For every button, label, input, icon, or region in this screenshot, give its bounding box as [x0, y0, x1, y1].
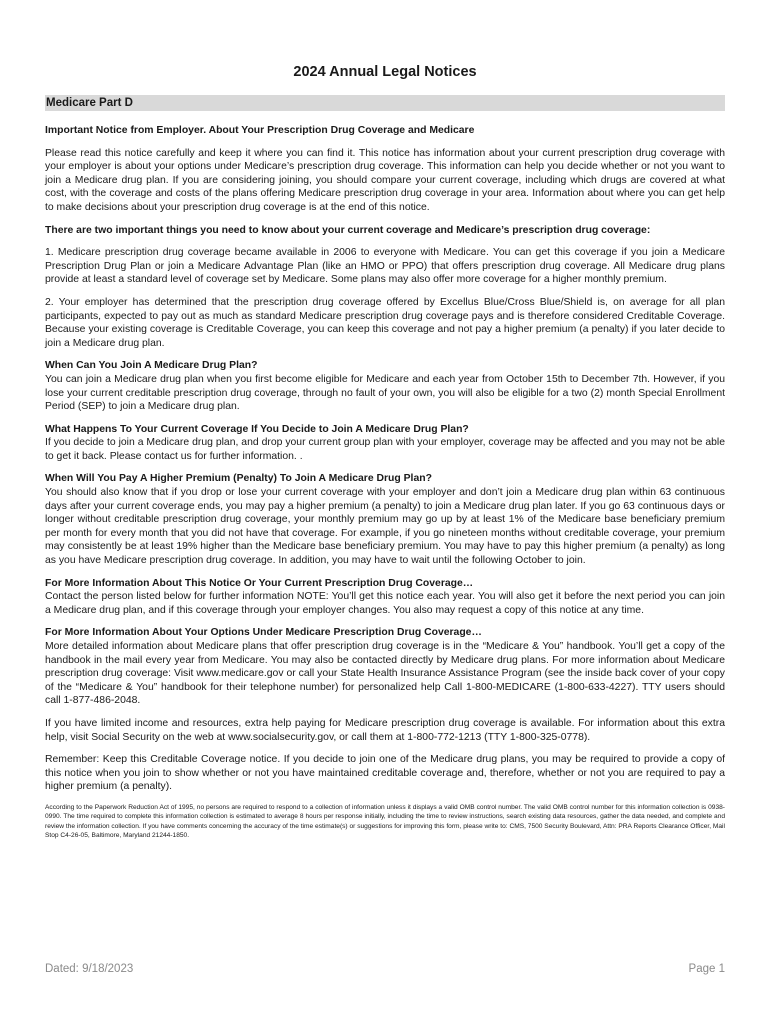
more-info-notice-text: Contact the person listed below for further information NOTE: You’ll get this notice each year. You will also get it before the next period you can join a Medicare drug plan, and if this coverage through your employer changes. You also may request a copy of this notice at any time. [45, 591, 725, 616]
what-happens-section [45, 423, 725, 464]
when-join-section [45, 359, 725, 413]
penalty-heading: When Will You Pay A Higher Premium (Penalty) To Join A Medicare Drug Plan? [45, 473, 432, 485]
more-info-notice-section [45, 577, 725, 618]
page-title: 2024 Annual Legal Notices [293, 64, 477, 80]
what-happens-text: If you decide to join a Medicare drug plan, and drop your current group plan with your employer, coverage may be affected and you may not be able to get it back. Please contact us for further information. . [45, 437, 725, 462]
section-header-medicare-part-d: Medicare Part D [45, 95, 725, 111]
more-info-options-text: More detailed information about Medicare plans that offer prescription drug coverage is in the “Medicare & You” handbook. You’ll get a copy of the handbook in the mail every year from Medicare. You may also be contacted directly by Medicare drug plans. For more information about Medicare prescription drug coverage: Visit www.medicare.gov or call your State Health Insurance Assistance Program (see the inside back cover of your copy of the “Medicare & You” handbook for their telephone number) for personalized help Call 1-800-MEDICARE (1-800-633-4227). TTY users should call 1-877-486-2048. [45, 641, 725, 707]
document-body [45, 124, 725, 850]
when-join-heading: When Can You Join A Medicare Drug Plan? [45, 360, 258, 372]
important-notice-heading: Important Notice from Employer. About Your Prescription Drug Coverage and Medicare [45, 125, 475, 136]
more-info-options-section [45, 626, 725, 708]
point-1-paragraph: 1. Medicare prescription drug coverage became available in 2006 to everyone with Medicare. You can get this coverage if you join a Medicare Prescription Drug Plan or join a Medicare Advantage Plan (like an HMO or PPO) that offers prescription drug coverage. All Medicare drug plans provide at least a standard level of coverage set by Medicare. Some plans may also offer more coverage for a higher monthly premium. [45, 247, 725, 286]
penalty-section [45, 472, 725, 567]
more-info-notice-heading: For More Information About This Notice Or Your Current Prescription Drug Coverage… [45, 577, 474, 589]
two-things-heading: There are two important things you need to know about your current coverage and Medicare’s prescription drug coverage: [45, 224, 651, 236]
remember-paragraph: Remember: Keep this Creditable Coverage notice. If you decide to join one of the Medicare drug plans, you may be required to provide a copy of this notice when you join to show whether or not you have maintained creditable coverage and, therefore, whether or not you are required to pay a higher premium (a penalty). [45, 754, 725, 793]
dated-label: Dated: 9/18/2023 [45, 963, 134, 975]
when-join-text: You can join a Medicare drug plan when you first become eligible for Medicare and each year from October 15th to December 7th. However, if you lose your current creditable prescription drug coverage, through no fault of your own, you will also be eligible for a two (2) month Special Enrollment Period (SEP) to join a Medicare drug plan. [45, 373, 725, 413]
extra-help-paragraph: If you have limited income and resources, extra help paying for Medicare prescription drug coverage is available. For information about this extra help, visit Social Security on the web at www.socialsecurity.gov, or call them at 1-800-772-1213 (TTY 1-800-325-0778). [45, 717, 725, 743]
paperwork-reduction-notice: According to the Paperwork Reduction Act of 1995, no persons are required to respond to a collection of information unless it displays a valid OMB control number. The valid OMB control number for this information collection is 0938-0990. The time required to complete this information collection is estimated to average 8 hours per response initially, including the time to review instructions, search existing data resources, gather the data needed, and complete and review the information collection. If you have comments concerning the accuracy of the time estimate(s) or suggestions for improving this form, please write to: CMS, 7500 Security Boulevard, Attn: PRA Reports Clearance Officer, Mail Stop C4-26-05, Baltimore, Maryland 21244-1850. [45, 803, 725, 840]
what-happens-heading: What Happens To Your Current Coverage If You Decide to Join A Medicare Drug Plan? [45, 423, 469, 435]
intro-paragraph: Please read this notice carefully and keep it where you can find it. This notice has information about your current prescription drug coverage with your employer is about your options under Medicare’s prescription drug coverage. This information can help you decide whether or not you want to join a Medicare drug plan. If you are considering joining, you should compare your current coverage, including which drugs are covered at what cost, with the coverage and costs of the plans offering Medicare prescription drug coverage in your area. Information about where you can get help to make decisions about your prescription drug coverage is at the end of this notice. [45, 147, 725, 213]
page-number: Page 1 [688, 963, 725, 975]
more-info-options-heading: For More Information About Your Options Under Medicare Prescription Drug Coverage… [45, 627, 482, 639]
penalty-text: You should also know that if you drop or lose your current coverage with your employer and don’t join a Medicare drug plan within 63 continuous days after your current coverage ends, you may pay a higher premium (a penalty) to join a Medicare drug plan later. If you go 63 continuous days or longer without creditable prescription drug coverage, your monthly premium may go up by at least 1% of the Medicare base beneficiary premium per month for every month that you did not have that coverage. For example, if you go nineteen months without creditable coverage, your premium may consistently be at least 19% higher than the Medicare base beneficiary premium. You may have to pay this higher premium (a penalty) as long as you have Medicare prescription drug coverage. In addition, you may have to wait until the following October to join. [45, 487, 725, 567]
point-2-paragraph: 2. Your employer has determined that the prescription drug coverage offered by Excellus Blue/Cross Blue/Shield is, on average for all plan participants, expected to pay out as much as standard Medicare prescription drug coverage pays and is therefore considered Creditable Coverage. Because your existing coverage is Creditable Coverage, you can keep this coverage and not pay a higher premium (a penalty) if you later decide to join a Medicare drug plan. [45, 296, 725, 349]
